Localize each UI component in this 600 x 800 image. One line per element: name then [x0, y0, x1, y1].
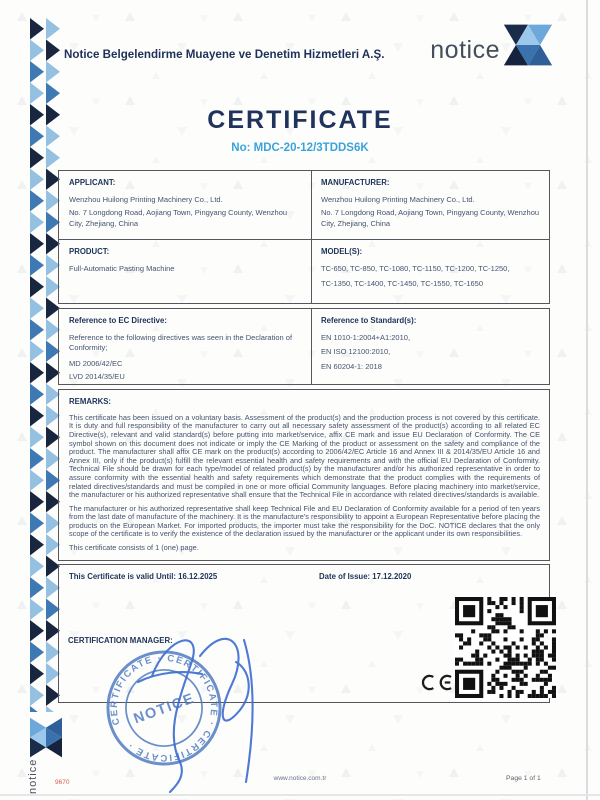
notice-logo-triangles-icon: [30, 714, 62, 758]
manufacturer-name: Wenzhou Huilong Printing Machinery Co., Ltd.: [321, 194, 475, 204]
qr-code: [455, 597, 556, 698]
ce-mark-icon: [420, 671, 454, 694]
remarks-label: REMARKS:: [69, 397, 112, 406]
manufacturer-cell: [311, 171, 550, 239]
stamp-ring-text: CERTIFICATE · CERTIFICATE · CERTIFICATE ·: [108, 652, 220, 764]
models-label: MODEL(S):: [321, 247, 363, 256]
applicant-name: Wenzhou Huilong Printing Machinery Co., Ltd.: [69, 194, 223, 204]
parties-product-table: [58, 170, 550, 304]
references-table: [58, 308, 550, 385]
certification-manager-label: CERTIFICATION MANAGER:: [68, 636, 173, 645]
remarks-paragraph: This certificate has been issued on a voluntary basis. Assessment of the product(s) and the production process is not covered by this certificate. It is duty and full responsibility of the manufacturer to carry out all necessary safety assessment of the product(s) according to all related EC Directive(s), relevant and valid standard(s) before putting into market/service, affix CE mark and issue EU Declaration of Conformity. The CE symbol shown on this document does not indicate or imply the CE Marking of the product or assessment on the safety and compliance of the product. The manufacturer shall affix CE mark on the product(s) according to 2006/42/EC Article 16 and Annex III & 2014/35/EU Article 16 and Annex III, only if the product(s) fulfill the relevant essential health and safety requirements and with the official EU Declaration of Conformity. Technical File should be drawn for each type/model of related product(s) by the manufacturer and/or his authorized representative in order to assure conformity with the essential health and safety requirements which demonstrate that the product complies with the requirements of related directives/standards and must be compiled in one or more official Community languages. Before placing machinery into market/service, the manufacturer or his authorized representative shall ensure that the Technical File in accordance with related directives/standards is available.: [69, 412, 540, 500]
standard-item: EN 60204-1: 2018: [321, 361, 382, 371]
certificate-number: No: MDC-20-12/3TDDS6K: [231, 142, 369, 154]
valid-until: This Certificate is valid Until: 16.12.2025: [69, 572, 218, 581]
standard-item: EN 1010-1:2004+A1:2010,: [321, 332, 411, 342]
notice-brand-text: notice: [430, 36, 500, 64]
date-of-issue: Date of Issue: 17.12.2020: [319, 572, 412, 581]
applicant-label: APPLICANT:: [69, 178, 116, 187]
applicant-cell: [59, 171, 311, 239]
footer-brand-vertical: notice: [27, 758, 39, 794]
manufacturer-address: No. 7 Longdong Road, Aojiang Town, Pingyang County, Wenzhou City, Zhejiang, China: [321, 208, 540, 228]
page-number: Page 1 of 1: [506, 775, 541, 782]
notice-brand-logo: [430, 22, 554, 73]
directive-item: LVD 2014/35/EU: [69, 372, 125, 382]
models-cell: [311, 240, 550, 304]
models-line: TC-1350, TC-1400, TC-1450, TC-1550, TC-1650: [321, 279, 484, 289]
notice-logo-triangles-icon: [502, 22, 554, 73]
signature: [128, 612, 284, 794]
models-line: TC-650, TC-850, TC-1080, TC-1150, TC-1200, TC-1250,: [321, 263, 510, 273]
certificate-title: CERTIFICATE: [207, 106, 393, 134]
remarks-section: [58, 389, 550, 561]
ec-directive-cell: [59, 309, 311, 384]
directive-item: MD 2006/42/EC: [69, 358, 123, 368]
remarks-paragraph: This certificate consists of 1 (one) page.: [69, 543, 199, 552]
manufacturer-label: MANUFACTURER:: [321, 178, 390, 187]
stamp-center-text: NOTICE: [131, 690, 198, 728]
document-side-number: 9670: [55, 779, 70, 786]
website-url: www.notice.com.tr: [273, 775, 327, 782]
ec-directive-label: Reference to EC Directive:: [69, 316, 167, 325]
scan-edge: [586, 0, 588, 800]
product-cell: [59, 240, 311, 304]
standard-item: EN ISO 12100:2010,: [321, 347, 391, 357]
standards-cell: [311, 309, 550, 384]
standards-label: Reference to Standard(s):: [321, 316, 417, 325]
remarks-paragraph: The manufacturer or his authorized representative shall keep Technical File and EU Declaration of Conformity available for a period of ten years from the last date of manufacture of the machinery. It is the manufacture's responsibility to appoint a European Representative before placing the products on the European Market. For imported products, the importer must take the responsibility for the DoC. NOTICE declares that the only scope of the certificate is to verify the existence of the declaration issued by the manufacturer or the applicant under its own responsibilities.: [69, 503, 540, 539]
ec-directive-intro: Reference to the following directives was seen in the Declaration of Conformity;: [69, 332, 293, 353]
remarks-cell: [59, 390, 550, 560]
scan-edge: [0, 794, 600, 796]
product-name: Full-Automatic Pasting Machine: [69, 263, 175, 273]
applicant-address: No. 7 Longdong Road, Aojiang Town, Pingyang County, Wenzhou City, Zhejiang, China: [69, 208, 288, 228]
issuer-company-name: Notice Belgelendirme Muayene ve Denetim Hizmetleri A.Ş.: [64, 48, 385, 61]
product-label: PRODUCT:: [69, 247, 110, 256]
